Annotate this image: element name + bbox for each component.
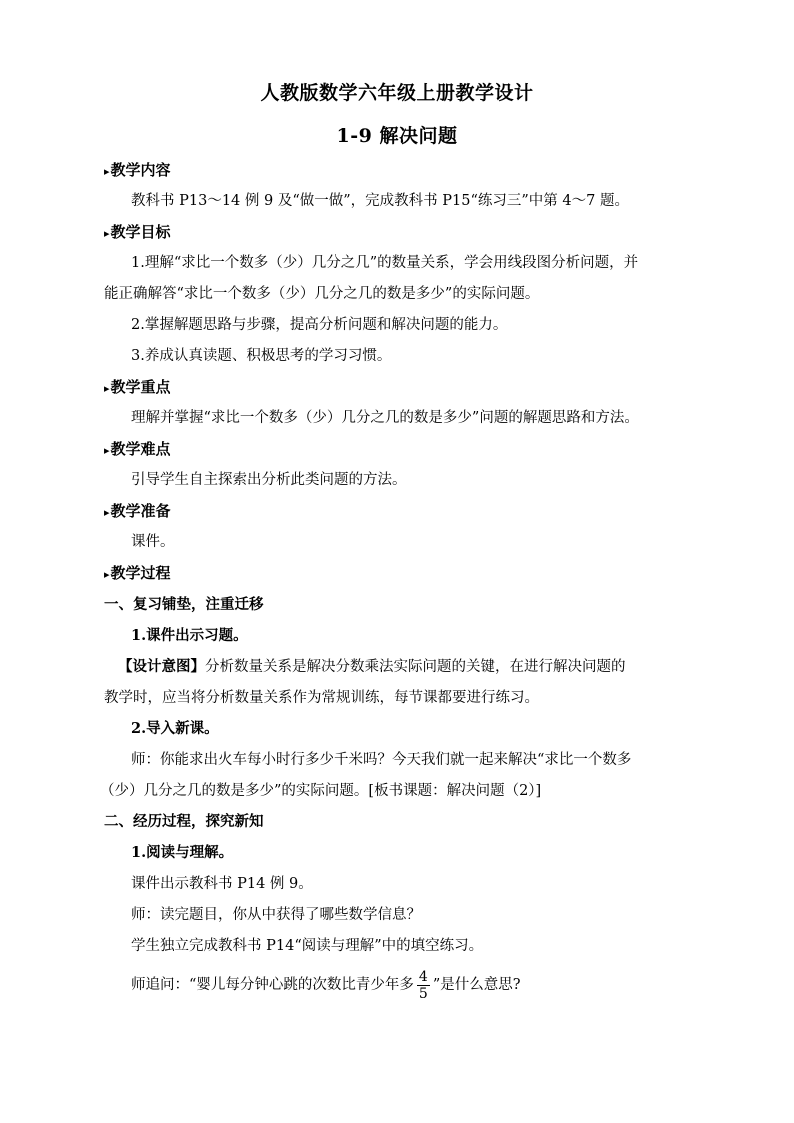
triangle-bullet-icon: ▸: [104, 165, 110, 178]
document-title: 人教版数学六年级上册教学设计: [260, 82, 534, 104]
design-intent-line-1: 【设计意图】分析数量关系是解决分数乘法实际问题的关键，在进行解决问题的: [118, 658, 626, 675]
fraction: [417, 969, 430, 1002]
triangle-bullet-icon: ▸: [104, 506, 110, 519]
part-2-title: 二、经历过程，探究新知: [104, 813, 264, 830]
fraction-denominator: 5: [418, 985, 428, 1002]
prep-text: 课件。: [131, 534, 175, 550]
section-heading-content: ▸教学内容: [104, 161, 171, 179]
part-2-line-2: 师：读完题目，你从中获得了哪些数学信息？: [131, 907, 421, 923]
content-text: 教科书 P13～14 例 9 及“做一做”，完成教科书 P15“练习三”中第 4～7 题。: [131, 193, 629, 209]
key-text: 理解并掌握“求比一个数多（少）几分之几的数是多少”问题的解题思路和方法。: [131, 410, 639, 426]
section-heading-key: ▸教学重点: [104, 378, 171, 396]
triangle-bullet-icon: ▸: [104, 227, 110, 240]
goal-1-line-2: 能正确解答“求比一个数多（少）几分之几的数是多少”的实际问题。: [104, 286, 540, 302]
section-heading-prep: ▸教学准备: [104, 502, 171, 520]
goal-1-line-1: 1.理解“求比一个数多（少）几分之几”的数量关系，学会用线段图分析问题，并: [131, 255, 639, 271]
fraction-numerator: 4: [418, 968, 428, 985]
difficulty-text: 引导学生自主探索出分析此类问题的方法。: [131, 472, 407, 488]
part-1-step-2: 2.导入新课。: [131, 720, 219, 737]
teacher-line-1: 师：你能求出火车每小时行多少千米吗？今天我们就一起来解决“求比一个数多: [131, 752, 632, 768]
triangle-bullet-icon: ▸: [104, 444, 110, 457]
design-intent-line-2: 教学时，应当将分析数量关系作为常规训练，每节课都要进行练习。: [104, 690, 539, 706]
section-heading-difficulty: ▸教学难点: [104, 440, 171, 458]
follow-up-question: 师追问：“婴儿每分钟心跳的次数比青少年多 $\frac{4}{5}$ ”是什么意思?: [131, 968, 521, 1002]
part-2-step-1: 1.阅读与理解。: [131, 844, 234, 861]
triangle-bullet-icon: ▸: [104, 382, 110, 395]
goal-3: 3.养成认真读题、积极思考的学习习惯。: [131, 348, 392, 364]
design-intent-label: 【设计意图】: [118, 658, 205, 675]
section-heading-goals: ▸教学目标: [104, 223, 171, 241]
section-heading-process: ▸教学过程: [104, 564, 171, 582]
part-2-line-1: 课件出示教科书 P14 例 9。: [131, 876, 313, 892]
part-1-step-1: 1.课件出示习题。: [131, 627, 248, 644]
teacher-line-2: （少）几分之几的数是多少”的实际问题。[板书课题：解决问题（2）]: [100, 783, 542, 799]
goal-2: 2.掌握解题思路与步骤，提高分析问题和解决问题的能力。: [131, 317, 508, 333]
lesson-subtitle: 1-9 解决问题: [336, 125, 458, 147]
part-1-title: 一、复习铺垫，注重迁移: [104, 596, 264, 613]
triangle-bullet-icon: ▸: [104, 568, 110, 581]
part-2-line-3: 学生独立完成教科书 P14“阅读与理解”中的填空练习。: [131, 938, 484, 954]
